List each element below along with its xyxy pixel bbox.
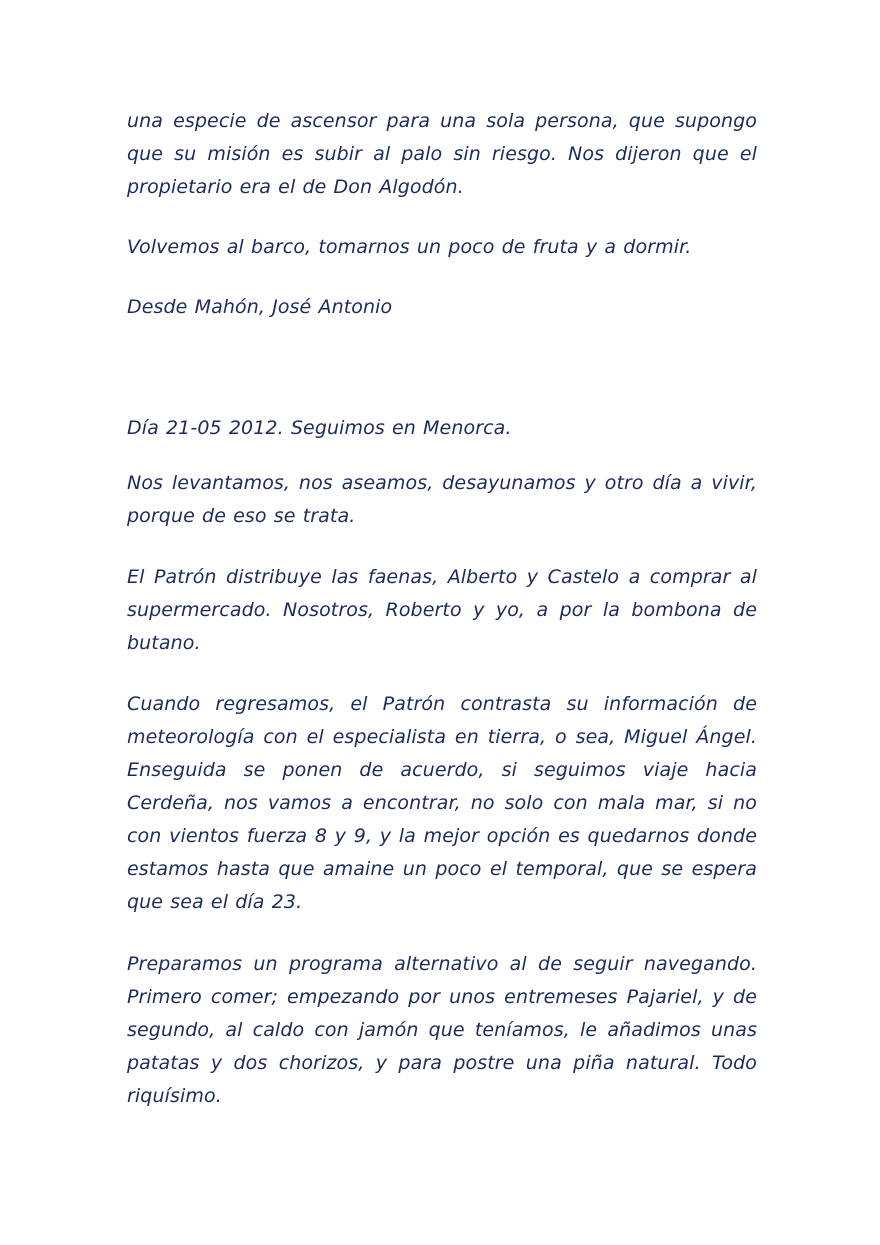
paragraph-patron-faenas: El Patrón distribuye las faenas, Alberto y Castelo a comprar al supermercado. Nosotros, Roberto y yo, a por la bombona de butano. [127,566,757,654]
paragraph-levantamos: Nos levantamos, nos aseamos, desayunamos y otro día a vivir, porque de eso se trata. [127,472,757,527]
paragraph-volvemos: Volvemos al barco, tomarnos un poco de fruta y a dormir. [127,236,692,258]
paragraph-ascensor: una especie de ascensor para una sola persona, que supongo que su misión es subir al palo sin riesgo. Nos dijeron que el propietario era el de Don Algodón. [127,110,757,198]
paragraph-meteorologia: Cuando regresamos, el Patrón contrasta su información de meteorología con el especialista en tierra, o sea, Miguel Ángel. Enseguida se ponen de acuerdo, si seguimos viaje hacia Cerdeña, nos vamos a encontrar, no solo con mala mar, si no con vientos fuerza 8 y 9, y la mejor opción es quedarnos donde estamos hasta que amaine un poco el temporal, que se espera que sea el día 23. [127,693,757,913]
entry-heading: Día 21-05 2012. Seguimos en Menorca. [127,417,512,439]
paragraph-signature: Desde Mahón, José Antonio [127,296,393,318]
paragraph-programa: Preparamos un programa alternativo al de seguir navegando. Primero comer; empezando por unos entremeses Pajariel, y de segundo, al caldo con jamón que teníamos, le añadimos unas patatas y dos chorizos, y para postre una piña natural. Todo riquísimo. [127,953,757,1107]
